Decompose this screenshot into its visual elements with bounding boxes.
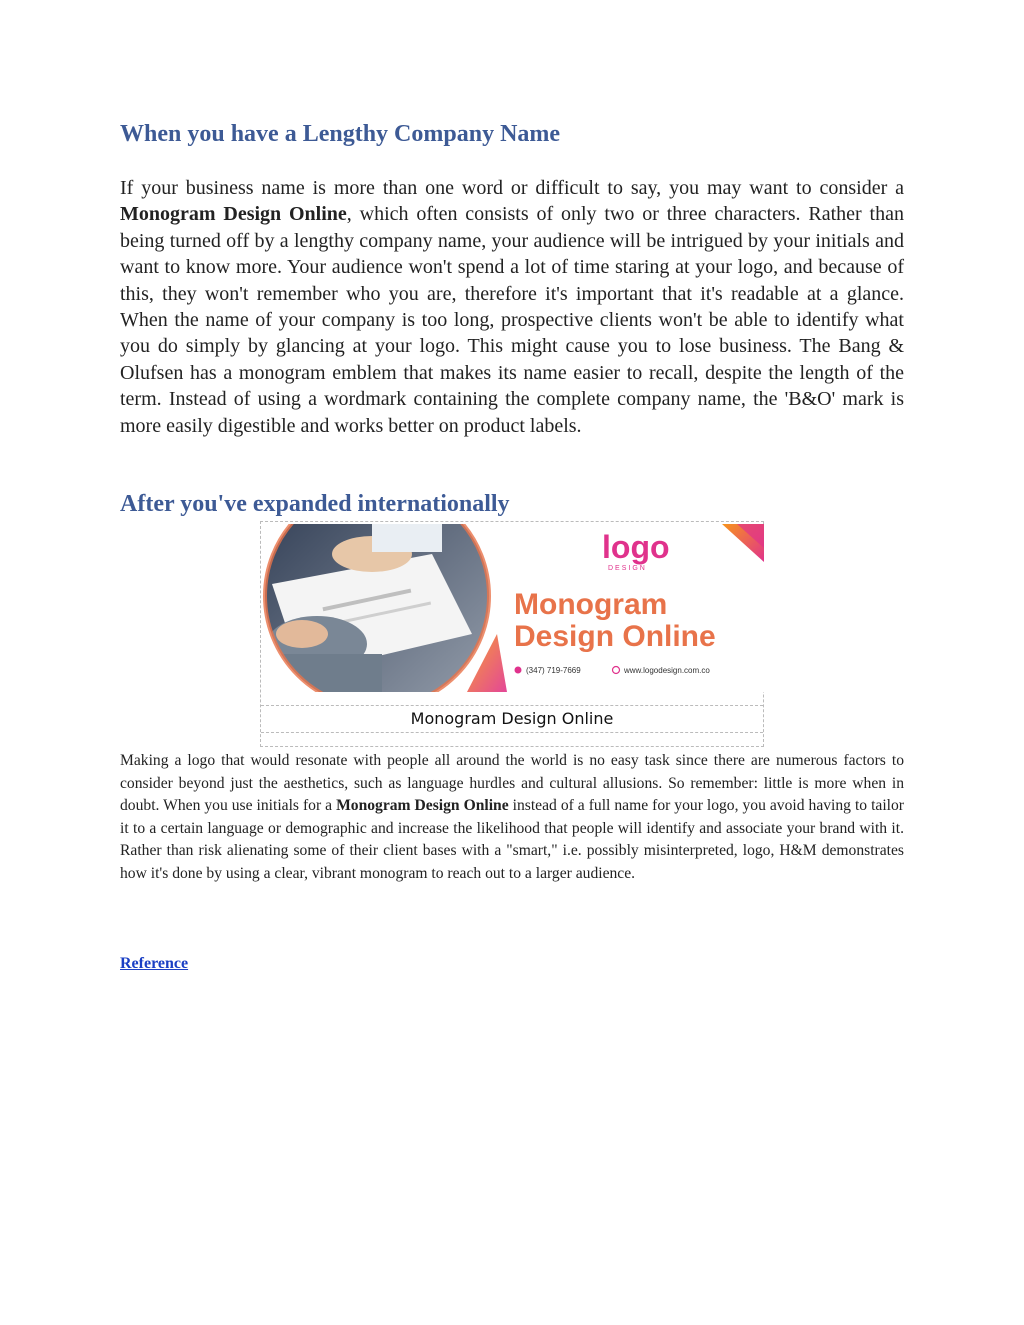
- paragraph-text: instead of a full name for your logo, you avoid having to tailor it to a certain language or demographic and increase the likelihood that people will identify and associate your brand with it. Rather than risk alienating some of their client bases with a "smart," i.e. possibly misinterpreted, logo, H&M demonstrates how it's done by using a clear, vibrant monogram to reach out to a larger audience.: [120, 797, 904, 882]
- figure: [260, 521, 764, 747]
- phone-icon: [515, 667, 522, 674]
- banner-title-line1: Monogram: [514, 588, 668, 621]
- bold-keyword: Monogram Design Online: [120, 203, 347, 226]
- paragraph-text: , which often consists of only two or three characters. Rather than being turned off by a lengthy company name, your audience will be intrigued by your initials and want to know more. Your audience won't spend a lot of time staring at your logo, and because of this, they won't remember who you are, therefore it's important that it's readable at a glance. When the name of your company is too long, prospective clients won't be able to identify what you do simply by glancing at your logo. This might cause you to lose business. The Bang & Olufsen has a monogram emblem that makes its name easier to recall, despite the length of the term. Instead of using a wordmark containing the complete company name, the 'B&O' mark is more easily digestible and works better on product labels.: [120, 203, 904, 437]
- banner-graphic: [262, 524, 764, 692]
- figure-caption: Monogram Design Online: [261, 705, 763, 733]
- banner-title-line2: Design Online: [514, 620, 716, 653]
- reference-link[interactable]: Reference: [120, 955, 189, 972]
- section-heading-lengthy-name: When you have a Lengthy Company Name: [120, 121, 561, 147]
- banner-phone: (347) 719-7669: [526, 666, 581, 675]
- logo-subtext: DESIGN: [608, 565, 647, 572]
- paragraph-text: Making a logo that would resonate with people all around the world is no easy task since there are numerous factors to consider beyond just the aesthetics, such as language hurdles and cultural allusions. So remember: little is more when in doubt. When you use initials for a: [120, 752, 904, 815]
- paragraph-international: [120, 750, 904, 886]
- paragraph-text: If your business name is more than one word or difficult to say, you may want to consider a: [120, 177, 904, 199]
- banner-image: [262, 524, 764, 692]
- paragraph-lengthy-name: [120, 175, 904, 439]
- section-heading-international: After you've expanded internationally: [120, 491, 510, 517]
- banner-website: www.logodesign.com.co: [624, 666, 710, 675]
- logo-text: logo: [602, 529, 670, 565]
- bold-keyword: Monogram Design Online: [336, 797, 509, 815]
- globe-icon: [613, 667, 620, 674]
